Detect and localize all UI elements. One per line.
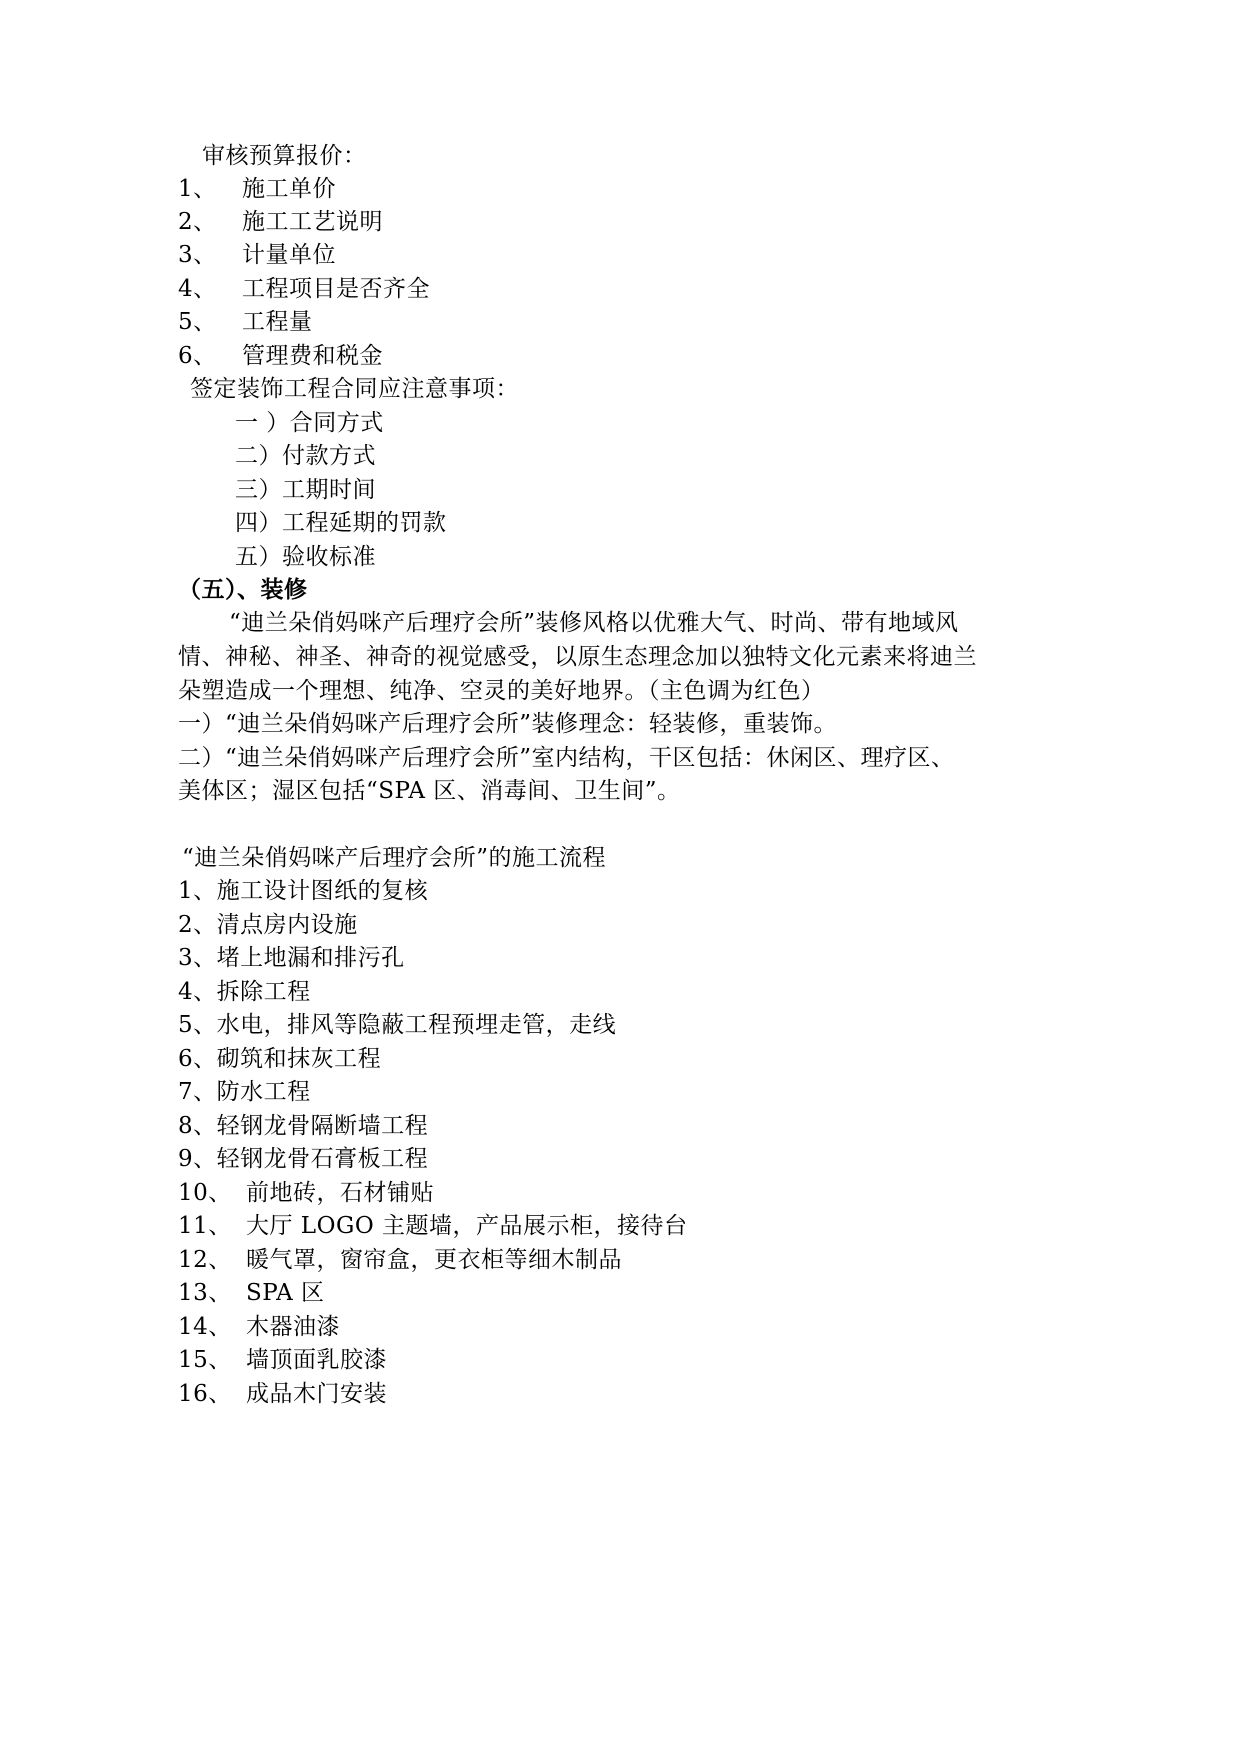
contract-item: 三）工期时间 <box>235 477 376 503</box>
process-title: “迪兰朵俏妈咪产后理疗会所”的施工流程 <box>182 845 607 871</box>
budget-item-text: 施工工艺说明 <box>242 209 383 235</box>
budget-item-number: 2、 <box>178 209 217 235</box>
decoration-point: 美体区；湿区包括“SPA 区、消毒间、卫生间”。 <box>178 778 681 804</box>
process-item: 7、防水工程 <box>178 1079 311 1105</box>
process-item-text: SPA 区 <box>246 1280 325 1306</box>
process-item-text: 前地砖，石材铺贴 <box>246 1180 434 1206</box>
contract-item: 二）付款方式 <box>235 443 376 469</box>
process-item-number: 11、 <box>178 1213 232 1239</box>
process-item-text: 木器油漆 <box>246 1314 340 1340</box>
budget-item-text: 管理费和税金 <box>242 343 383 369</box>
process-item-number: 12、 <box>178 1247 232 1273</box>
contract-item: 五）验收标准 <box>235 544 376 570</box>
process-item: 8、轻钢龙骨隔断墙工程 <box>178 1113 429 1139</box>
budget-item-text: 工程量 <box>242 309 313 335</box>
budget-item-number: 1、 <box>178 176 217 202</box>
budget-item-number: 6、 <box>178 343 217 369</box>
process-item: 1、施工设计图纸的复核 <box>178 878 429 904</box>
process-item-text: 墙顶面乳胶漆 <box>246 1347 387 1373</box>
decoration-point: 二）“迪兰朵俏妈咪产后理疗会所”室内结构，干区包括：休闲区、理疗区、 <box>178 745 955 771</box>
process-item-text: 暖气罩，窗帘盒，更衣柜等细木制品 <box>246 1247 622 1273</box>
contract-intro: 签定装饰工程合同应注意事项： <box>190 376 519 402</box>
paragraph-line: 朵塑造成一个理想、纯净、空灵的美好地界。（主色调为红色） <box>178 678 825 704</box>
process-item-number: 16、 <box>178 1381 232 1407</box>
process-item: 3、堵上地漏和排污孔 <box>178 945 405 971</box>
budget-item-number: 5、 <box>178 309 217 335</box>
process-item: 5、水电，排风等隐蔽工程预埋走管，走线 <box>178 1012 617 1038</box>
process-item-number: 14、 <box>178 1314 232 1340</box>
process-item-number: 13、 <box>178 1280 232 1306</box>
budget-item-text: 计量单位 <box>242 242 336 268</box>
process-item-text: 成品木门安装 <box>246 1381 387 1407</box>
section-heading: （五）、装修 <box>178 576 308 603</box>
process-item: 2、清点房内设施 <box>178 912 358 938</box>
contract-item: 四）工程延期的罚款 <box>235 510 447 536</box>
process-item-text: 大厅 LOGO 主题墙，产品展示柜，接待台 <box>246 1213 688 1239</box>
budget-item-number: 3、 <box>178 242 217 268</box>
process-item-number: 10、 <box>178 1180 232 1206</box>
contract-item: 一 ）合同方式 <box>235 410 384 436</box>
process-item: 9、轻钢龙骨石膏板工程 <box>178 1146 429 1172</box>
budget-intro: 审核预算报价： <box>202 143 367 169</box>
process-item: 4、拆除工程 <box>178 979 311 1005</box>
budget-item-text: 施工单价 <box>242 176 336 202</box>
paragraph-line: “迪兰朵俏妈咪产后理疗会所”装修风格以优雅大气、时尚、带有地域风 <box>229 610 959 636</box>
budget-item-number: 4、 <box>178 276 217 302</box>
decoration-point: 一）“迪兰朵俏妈咪产后理疗会所”装修理念：轻装修，重装饰。 <box>178 711 838 737</box>
process-item-number: 15、 <box>178 1347 232 1373</box>
budget-item-text: 工程项目是否齐全 <box>242 276 430 302</box>
process-item: 6、砌筑和抹灰工程 <box>178 1046 382 1072</box>
paragraph-line: 情、神秘、神圣、神奇的视觉感受，以原生态理念加以独特文化元素来将迪兰 <box>178 644 977 670</box>
